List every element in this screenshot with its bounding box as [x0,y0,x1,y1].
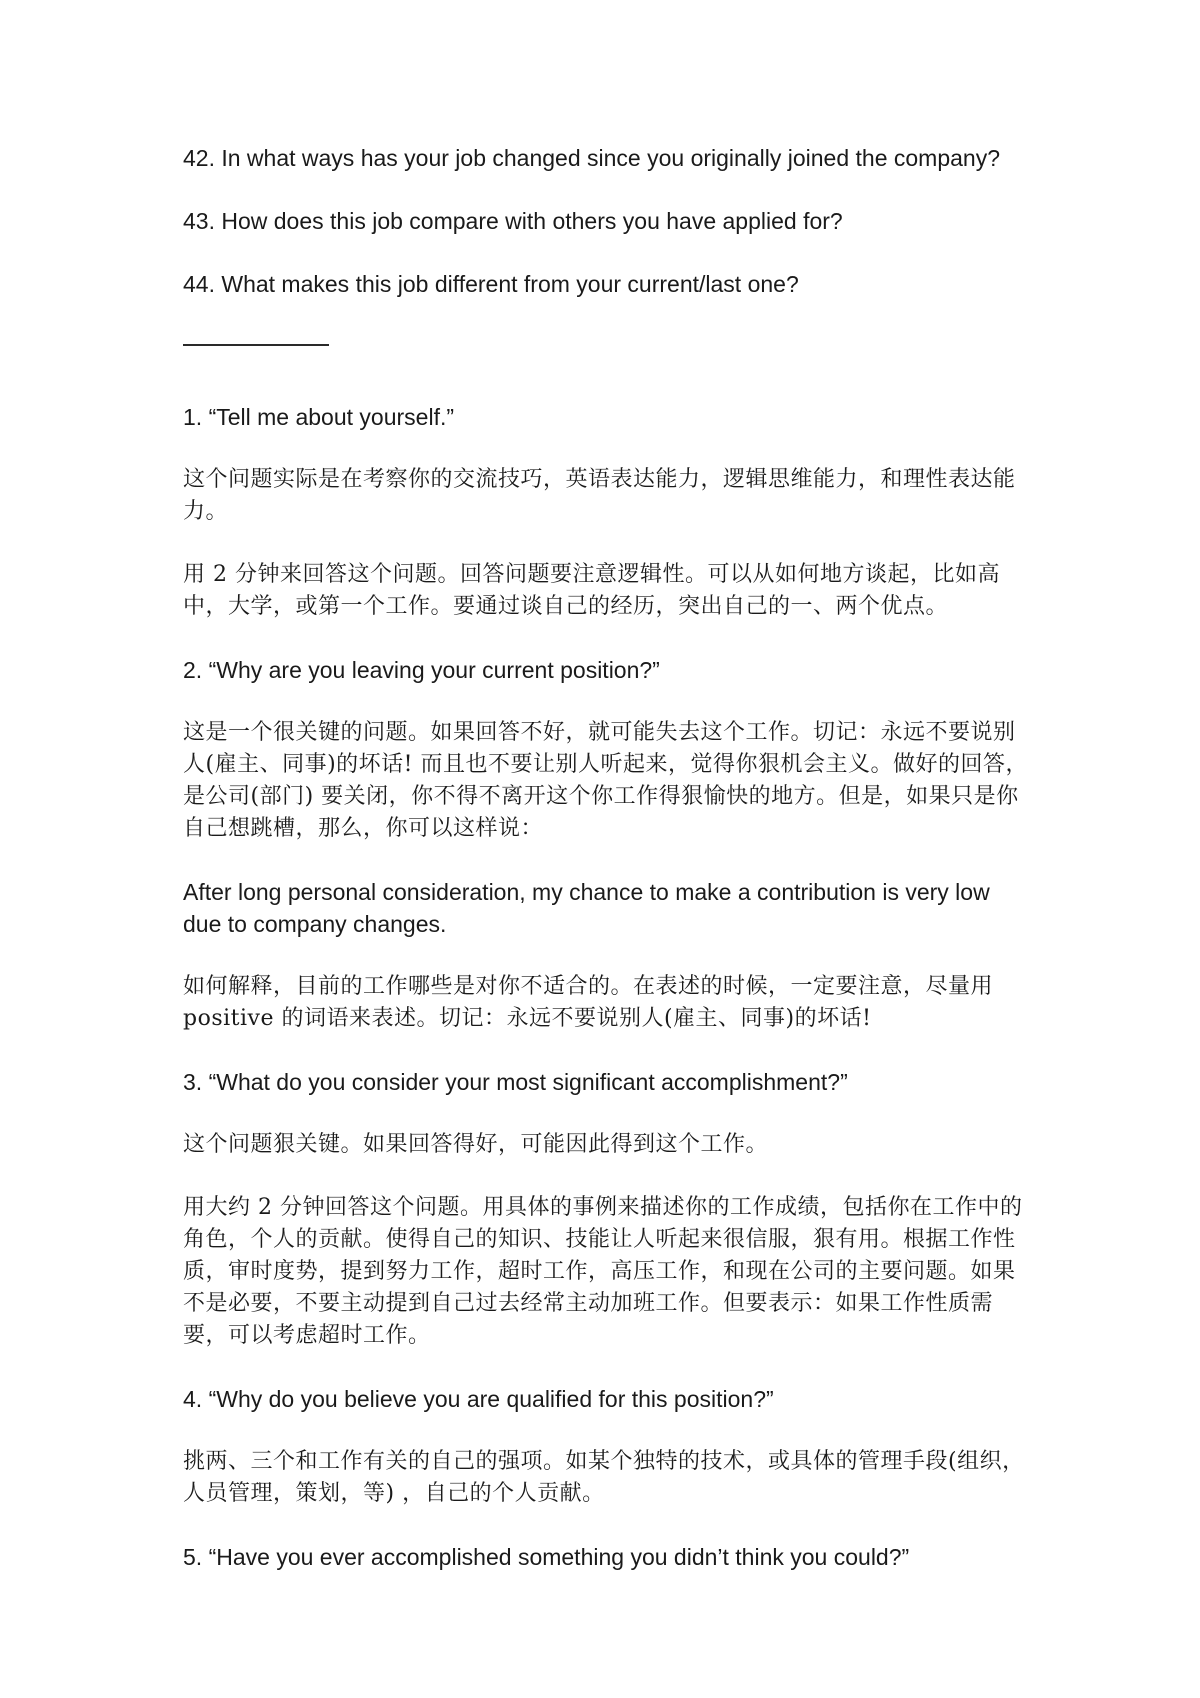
question-3-title: 3. “What do you consider your most significant accomplishment?” [183,1069,848,1095]
question-3-paragraph-1: 这个问题狠关键。如果回答得好，可能因此得到这个工作。 [183,1132,769,1157]
question-2-paragraph-3: 如何解释，目前的工作哪些是对你不适合的。在表述的时候，一定要注意，尽量用 positive 的词语来表述。切记：永远不要说别人(雇主、同事)的坏话! [183,974,994,1031]
question-1-paragraph-1: 这个问题实际是在考察你的交流技巧，英语表达能力，逻辑思维能力，和理性表达能力。 [183,467,1016,524]
question-4-title: 4. “Why do you believe you are qualified for this position?” [183,1386,774,1412]
question-42: 42. In what ways has your job changed since you originally joined the company? [183,145,1000,171]
question-43: 43. How does this job compare with others you have applied for? [183,208,843,234]
question-3-paragraph-2: 用大约 2 分钟回答这个问题。用具体的事例来描述你的工作成绩，包括你在工作中的角色，个人的贡献。使得自己的知识、技能让人听起来很信服，狠有用。根据工作性质，审时度势，提到努力工作，超时工作，高压工作，和现在公司的主要问题。如果不是必要，不要主动提到自己过去经常主动加班工作。但要表示：如果工作性质需要，可以考虑超时工作。 [183,1195,1023,1348]
question-4-paragraph-1: 挑两、三个和工作有关的自己的强项。如某个独特的技术，或具体的管理手段(组织，人员管理，策划，等) ，自己的个人贡献。 [183,1449,1025,1506]
question-5-title: 5. “Have you ever accomplished something you didn’t think you could?” [183,1544,910,1570]
section-divider [183,344,329,346]
question-1-title: 1. “Tell me about yourself.” [183,404,455,430]
question-1-paragraph-2: 用 2 分钟来回答这个问题。回答问题要注意逻辑性。可以从如何地方谈起，比如高中，大学，或第一个工作。要通过谈自己的经历，突出自己的一、两个优点。 [183,562,1000,619]
question-44: 44. What makes this job different from your current/last one? [183,271,799,297]
question-2-title: 2. “Why are you leaving your current position?” [183,657,660,683]
question-2-paragraph-2: After long personal consideration, my chance to make a contribution is very low due to company changes. [183,879,990,937]
question-2-paragraph-1: 这是一个很关键的问题。如果回答不好，就可能失去这个工作。切记：永远不要说别人(雇主、同事)的坏话! 而且也不要让别人听起来，觉得你狠机会主义。做好的回答，是公司(部门) 要关闭，你不得不离开这个你工作得狠愉快的地方。但是，如果只是你自己想跳槽，那么，你可以这样说： [183,720,1029,841]
document-body [183,142,1033,1573]
